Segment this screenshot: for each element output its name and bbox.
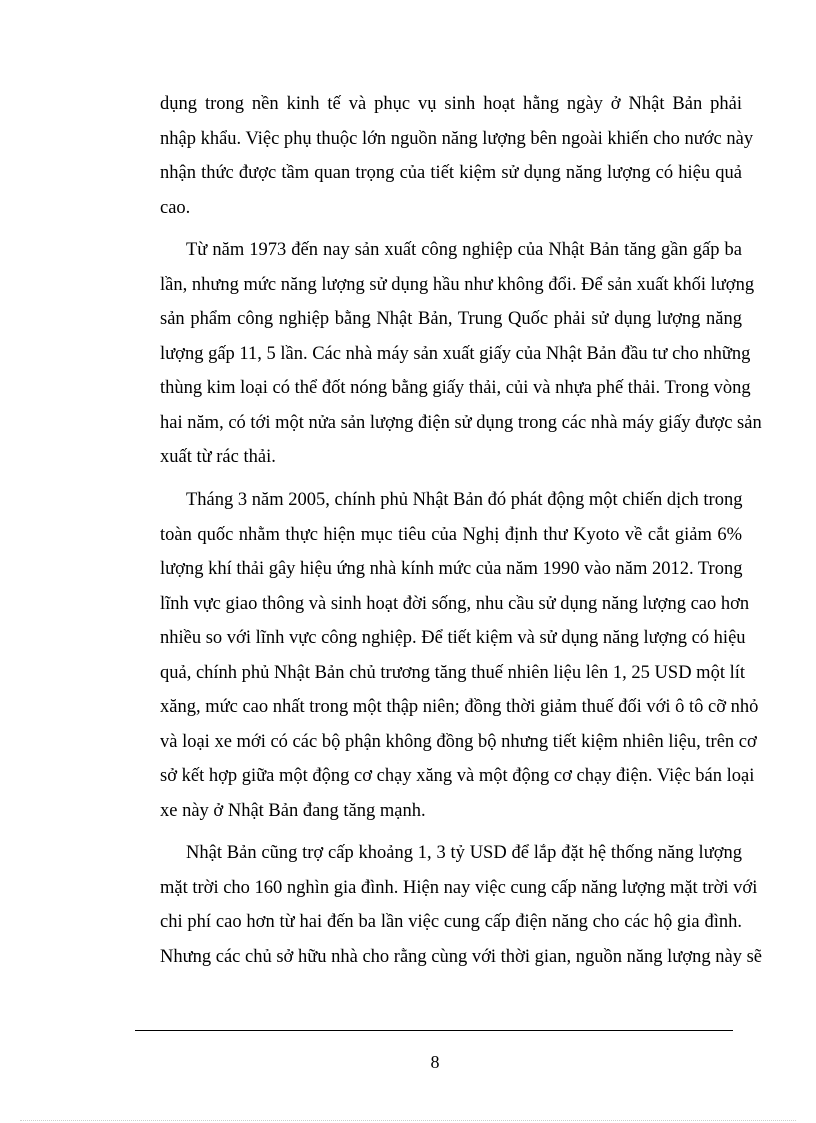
text-line xyxy=(160,336,751,372)
line-text: Tháng 3 năm 2005, chính phủ Nhật Bản đó phát động một chiến dịch trong xyxy=(186,490,743,510)
text-line xyxy=(160,370,751,406)
line-text: lượng khí thải gây hiệu ứng nhà kính mức của năm 1990 vào năm 2012. Trong xyxy=(160,559,743,579)
line-text: cao. xyxy=(160,198,191,218)
text-line xyxy=(160,870,758,906)
text-line xyxy=(160,793,742,829)
text-line xyxy=(160,620,746,656)
text-line xyxy=(160,439,742,475)
text-line xyxy=(186,232,742,268)
text-line xyxy=(160,121,754,157)
line-text: xe này ở Nhật Bản đang tăng mạnh. xyxy=(160,801,426,821)
line-text: sản phẩm công nghiệp bằng Nhật Bản, Trung Quốc phải sử dụng lượng năng xyxy=(160,309,742,329)
text-line xyxy=(160,517,742,553)
line-text: lượng gấp 11, 5 lần. Các nhà máy sản xuất giấy của Nhật Bản đầu tư cho những xyxy=(160,344,751,364)
text-line xyxy=(186,835,742,871)
line-text: lĩnh vực giao thông và sinh hoạt đời sống, nhu cầu sử dụng năng lượng cao hơn xyxy=(160,594,750,614)
line-text: thùng kim loại có thể đốt nóng bằng giấy thải, củi và nhựa phế thải. Trong vòng xyxy=(160,378,751,398)
line-text: toàn quốc nhằm thực hiện mục tiêu của Nghị định thư Kyoto về cắt giảm 6% xyxy=(160,525,742,545)
line-text: Từ năm 1973 đến nay sản xuất công nghiệp của Nhật Bản tăng gần gấp ba xyxy=(186,240,742,260)
line-text: mặt trời cho 160 nghìn gia đình. Hiện nay việc cung cấp năng lượng mặt trời với xyxy=(160,878,758,898)
text-line xyxy=(160,301,742,337)
page-number: 8 xyxy=(430,1052,440,1072)
line-text: Nhưng các chủ sở hữu nhà cho rằng cùng với thời gian, nguồn năng lượng này sẽ xyxy=(160,947,762,967)
line-text: quả, chính phủ Nhật Bản chủ trương tăng thuế nhiên liệu lên 1, 25 USD một lít xyxy=(160,663,745,683)
line-text: hai năm, có tới một nửa sản lượng điện sử dụng trong các nhà máy giấy được sản xyxy=(160,413,762,433)
text-line xyxy=(160,655,745,691)
text-line xyxy=(160,586,750,622)
text-line xyxy=(160,689,759,725)
line-text: nhận thức được tầm quan trọng của tiết kiệm sử dụng năng lượng có hiệu quả xyxy=(160,163,742,183)
line-text: sở kết hợp giữa một động cơ chạy xăng và một động cơ chạy điện. Việc bán loại xyxy=(160,766,755,786)
text-line xyxy=(160,267,755,303)
line-text: nhập khẩu. Việc phụ thuộc lớn nguồn năng lượng bên ngoài khiến cho nước này xyxy=(160,129,754,149)
text-line xyxy=(160,405,762,441)
footer-divider xyxy=(135,1030,733,1031)
line-text: lần, nhưng mức năng lượng sử dụng hầu như không đổi. Để sản xuất khối lượng xyxy=(160,275,755,295)
line-text: chi phí cao hơn từ hai đến ba lần việc cung cấp điện năng cho các hộ gia đình. xyxy=(160,912,742,932)
line-text: dụng trong nền kinh tế và phục vụ sinh hoạt hằng ngày ở Nhật Bản phải xyxy=(160,94,742,114)
line-text: nhiều so với lĩnh vực công nghiệp. Để tiết kiệm và sử dụng năng lượng có hiệu xyxy=(160,628,746,648)
text-line xyxy=(160,939,762,975)
line-text: và loại xe mới có các bộ phận không đồng bộ nhưng tiết kiệm nhiên liệu, trên cơ xyxy=(160,732,757,752)
text-line xyxy=(160,724,757,760)
text-line xyxy=(160,86,742,122)
text-line xyxy=(160,551,742,587)
text-line xyxy=(186,482,742,518)
text-line xyxy=(160,758,755,794)
line-text: xăng, mức cao nhất trong một thập niên; đồng thời giảm thuế đối với ô tô cỡ nhỏ xyxy=(160,697,759,717)
text-line xyxy=(160,190,742,226)
page-edge-divider xyxy=(20,1120,796,1121)
line-text: Nhật Bản cũng trợ cấp khoảng 1, 3 tỷ USD để lắp đặt hệ thống năng lượng xyxy=(186,843,742,863)
text-line xyxy=(160,904,742,940)
text-line xyxy=(160,155,742,191)
line-text: xuất từ rác thải. xyxy=(160,447,276,467)
